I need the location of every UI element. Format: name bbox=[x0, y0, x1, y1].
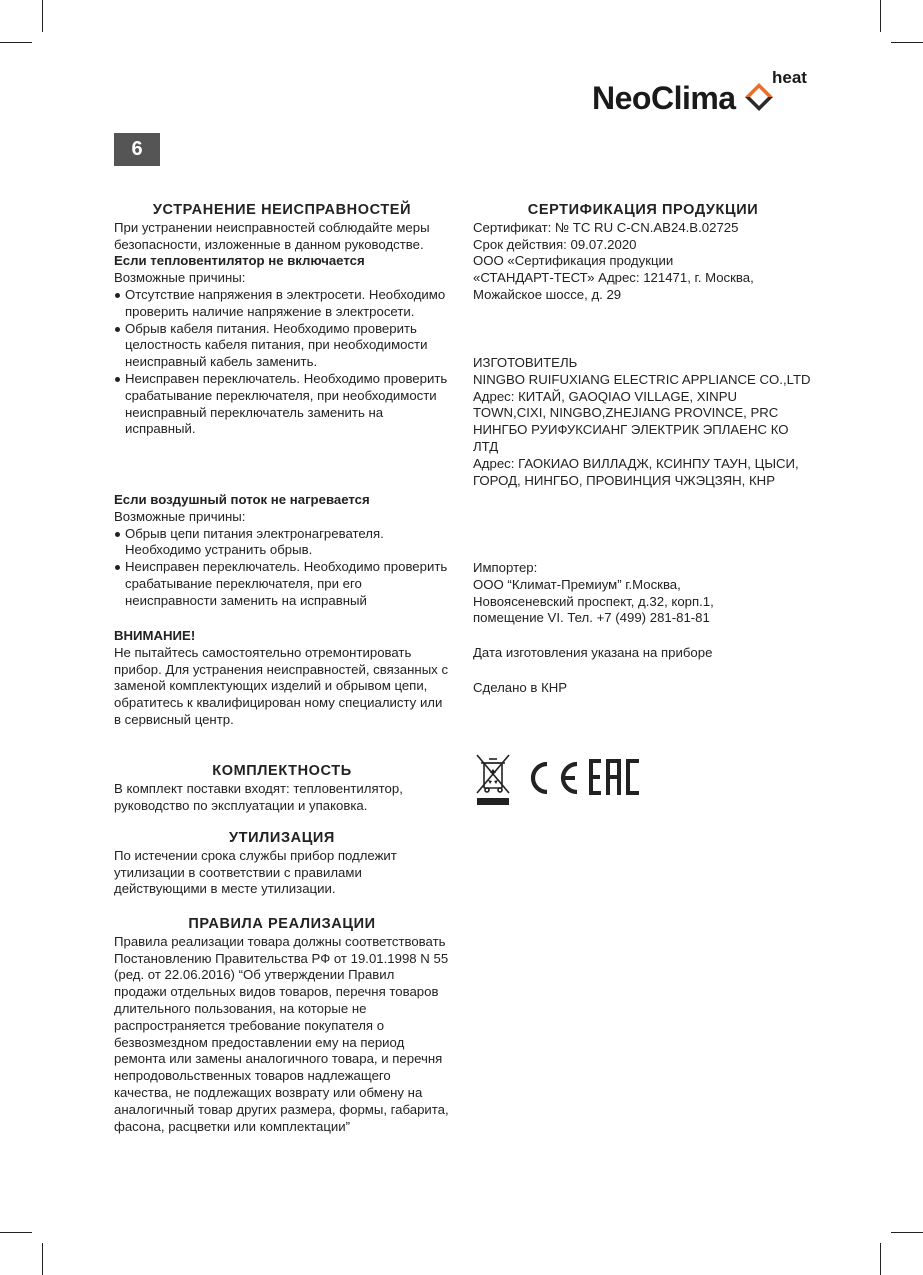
weee-bin-icon bbox=[475, 753, 511, 807]
case2-list bbox=[114, 526, 450, 610]
crop-mark bbox=[0, 1232, 32, 1233]
manufacture-date-section bbox=[473, 645, 813, 662]
crop-mark bbox=[0, 42, 32, 43]
troubleshooting-section bbox=[114, 202, 450, 438]
crop-mark bbox=[891, 1232, 923, 1233]
case2-causes-label: Возможные причины: bbox=[114, 508, 246, 524]
warning-section bbox=[114, 628, 450, 729]
troubleshooting-title: УСТРАНЕНИЕ НЕИСПРАВНОСТЕЙ bbox=[152, 202, 412, 218]
made-in-section bbox=[473, 680, 813, 697]
troubleshooting-intro: При устранении неисправностей соблюдайте меры безопасности, изложенные в данном руководстве. bbox=[114, 219, 430, 252]
disposal-title: УТИЛИЗАЦИЯ bbox=[229, 830, 335, 846]
crop-mark bbox=[42, 1243, 43, 1275]
case1-causes-label: Возможные причины: bbox=[114, 270, 246, 286]
importer-line: Новоясеневский проспект, д.32, корп.1, bbox=[473, 593, 714, 609]
importer-label: Импортер: bbox=[473, 560, 538, 575]
made-in-text: Сделано в КНР bbox=[473, 680, 568, 695]
warning-text: Не пытайтесь самостоятельно отремонтировать прибор. Для устранения неисправностей, связанных с заменой комплектующих изделий и обрывом цепи, обратитесь к квалифицирован ному специалисту или в сервисный центр. bbox=[114, 644, 449, 727]
list-item: Неисправен переключатель. Необходимо проверить срабатывание переключателя, при его неисправности заменить на исправный bbox=[114, 559, 450, 609]
certification-line: ООО «Сертификация продукции bbox=[473, 253, 674, 269]
importer-section bbox=[473, 560, 813, 627]
eac-mark-icon bbox=[589, 759, 641, 795]
manufacture-date-text: Дата изготовления указана на приборе bbox=[473, 645, 713, 660]
crop-mark bbox=[880, 0, 881, 32]
case2-section bbox=[114, 492, 450, 610]
package-section bbox=[114, 763, 450, 814]
crop-mark bbox=[42, 0, 43, 32]
certification-line: Срок действия: 09.07.2020 bbox=[473, 236, 637, 252]
manufacturer-address-en: Адрес: КИТАЙ, GAOQIAO VILLAGE, XINPU TOWN,CIXI, NINGBO,ZHEJIANG PROVINCE, PRC bbox=[473, 388, 779, 421]
certification-line: Сертификат: № ТС RU С-CN.АВ24.В.02725 bbox=[473, 219, 739, 235]
warning-heading: ВНИМАНИЕ! bbox=[114, 628, 196, 643]
case2-heading: Если воздушный поток не нагревается bbox=[114, 492, 370, 507]
manufacturer-address-ru: Адрес: ГАОКИАО ВИЛЛАДЖ, КСИНПУ ТАУН, ЦЫСИ, ГОРОД, НИНГБО, ПРОВИНЦИЯ ЧЖЭЦЗЯН, КНР bbox=[473, 455, 799, 488]
sales-rules-text: Правила реализации товара должны соответствовать Постановлению Правительства РФ от 19.01.1998 N 55 (ред. от 22.06.2016) “Об утверждении Правил продажи отдельных видов товаров, перечня товаров длительного пользования, на которые не распространяется требование покупателя о безвозмездном предоставлении ему на период ремонта или замены аналогичного товара, и перечня непродовольственных товаров надлежащего качества, не подлежащих возврату или обмену на аналогичный товар других размера, формы, габарита, фасона, расцветки или комплектации” bbox=[114, 933, 449, 1134]
certification-line: «СТАНДАРТ-ТЕСТ» Адрес: 121471, г. Москва, Можайское шоссе, д. 29 bbox=[473, 270, 754, 302]
list-item: Обрыв кабеля питания. Необходимо проверить целостность кабеля питания, при необходимости неисправный кабель заменить. bbox=[114, 321, 450, 371]
ce-mark-icon bbox=[523, 761, 583, 795]
logo-suffix-text: heat bbox=[772, 68, 807, 87]
disposal-section bbox=[114, 830, 450, 898]
package-title: КОМПЛЕКТНОСТЬ bbox=[212, 763, 352, 779]
disposal-text: По истечении срока службы прибор подлежит утилизации в соответствии с правилами действующими в месте утилизации. bbox=[114, 847, 397, 897]
crop-mark bbox=[891, 42, 923, 43]
list-item: Отсутствие напряжения в электросети. Необходимо проверить наличие напряжение в электросети. bbox=[114, 287, 450, 321]
manufacturer-section bbox=[473, 355, 813, 489]
page-number-badge: 6 bbox=[114, 133, 160, 166]
importer-line: помещение VI. Тел. +7 (499) 281-81-81 bbox=[473, 610, 710, 626]
case1-list bbox=[114, 287, 450, 438]
sales-rules-title: ПРАВИЛА РЕАЛИЗАЦИИ bbox=[188, 916, 376, 932]
manufacturer-name-ru: НИНГБО РУИФУКСИАНГ ЭЛЕКТРИК ЭПЛАЕНС КО ЛТД bbox=[473, 422, 789, 454]
list-item: Неисправен переключатель. Необходимо проверить срабатывание переключателя, при необходимости неисправный переключатель заменить на исправный. bbox=[114, 371, 450, 438]
sales-rules-section bbox=[114, 916, 450, 1135]
logo-brand-text: NeoClima bbox=[592, 80, 736, 116]
manufacturer-name-en: NINGBO RUIFUXIANG ELECTRIC APPLIANCE CO.,LTD bbox=[473, 371, 811, 387]
crop-mark bbox=[880, 1243, 881, 1275]
importer-line: ООО “Климат-Премиум” г.Москва, bbox=[473, 576, 681, 592]
list-item: Обрыв цепи питания электронагревателя. Необходимо устранить обрыв. bbox=[114, 526, 450, 560]
package-text: В комплект поставки входят: тепловентилятор, руководство по эксплуатации и упаковка. bbox=[114, 780, 403, 813]
certification-marks bbox=[475, 753, 645, 807]
certification-title: СЕРТИФИКАЦИЯ ПРОДУКЦИИ bbox=[527, 202, 759, 218]
manufacturer-label: ИЗГОТОВИТЕЛЬ bbox=[473, 355, 578, 370]
certification-section bbox=[473, 202, 813, 304]
logo-diamond-icon bbox=[744, 82, 774, 112]
case1-heading: Если тепловентилятор не включается bbox=[114, 253, 365, 269]
